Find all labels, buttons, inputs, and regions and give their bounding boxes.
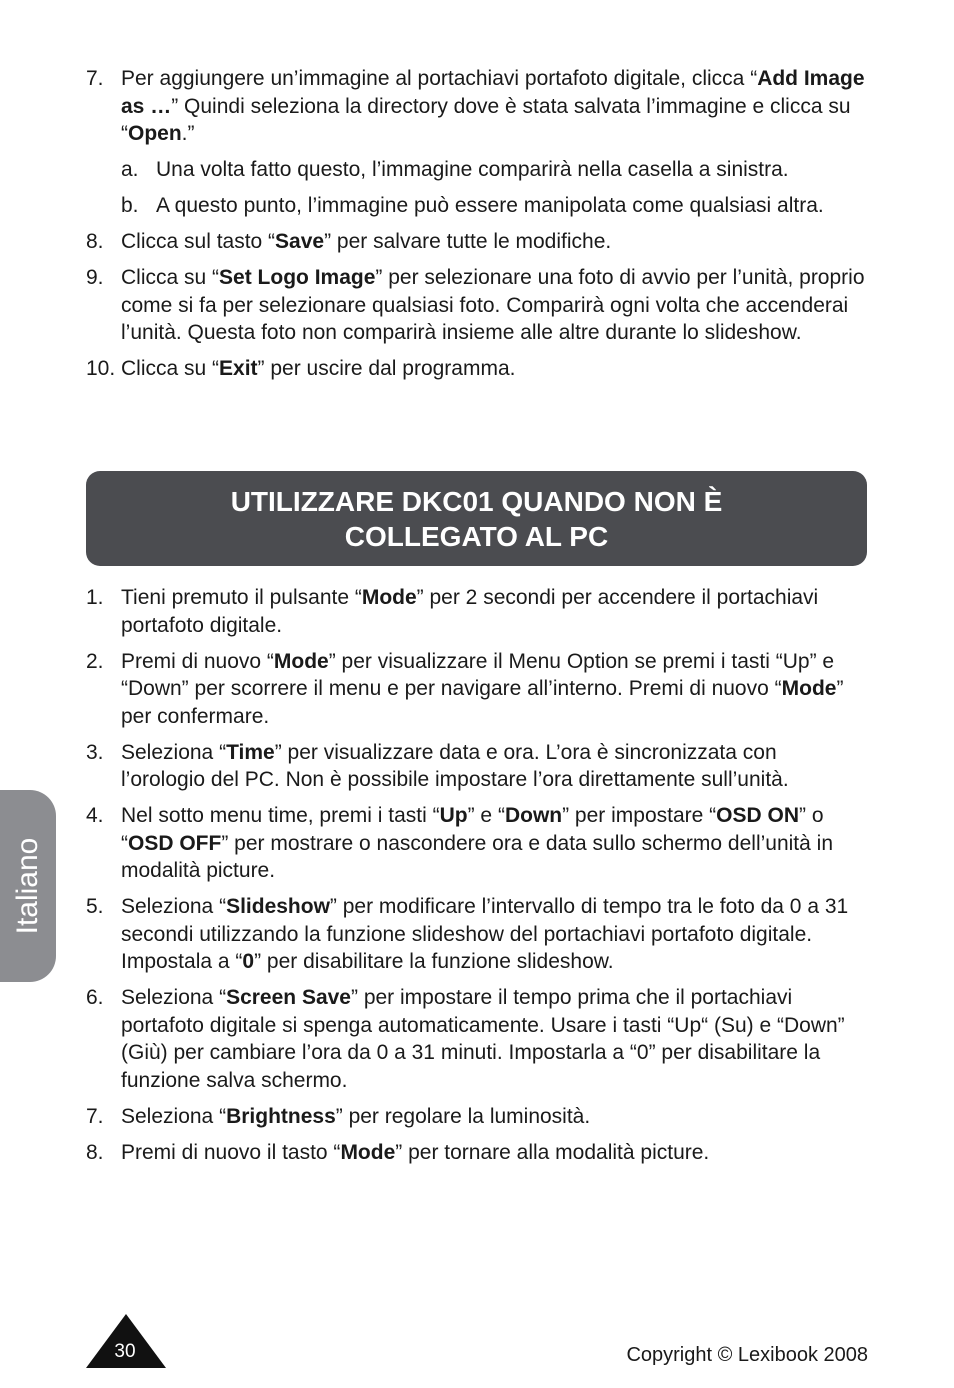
text-segment: Nel sotto menu time, premi i tasti “ (121, 804, 440, 827)
bold-keyword: Save (275, 230, 325, 253)
text-segment: ” Quindi seleziona la directory dove è stata salvata l’immagine e clicca su “ (121, 94, 851, 145)
text-segment: ” per impostare “ (562, 804, 717, 827)
list-item (86, 893, 866, 976)
list-item-number: 1. (86, 586, 104, 609)
bold-keyword: Mode (361, 586, 417, 609)
bold-keyword: Mode (340, 1140, 396, 1164)
bold-keyword: Down (504, 804, 563, 827)
list-item (86, 1103, 866, 1131)
bold-keyword: Exit (219, 357, 258, 380)
text-segment: Premi di nuovo “ (121, 649, 274, 673)
list-item-number: 2. (86, 649, 104, 673)
language-tab-label: Italiano (11, 837, 44, 935)
instruction-list-software (86, 65, 866, 391)
text-segment: Premi di nuovo il tasto “ (121, 1140, 341, 1164)
list-item-number: 9. (86, 266, 104, 289)
list-item-number: 8. (86, 1140, 104, 1164)
bold-keyword: Up (439, 804, 468, 827)
text-segment: ” per impostare il tempo prima che il portachiavi portafoto digitale si spenga automaticamente. Usare i tasti “Up“ (Su) e “Down” (Giù) per cambiare l’ora da 0 a 31 minuti. Impostarla a “0” per disabilitare la funzione salva schermo. (121, 986, 845, 1092)
bold-keyword: OSD ON (716, 804, 799, 827)
text-segment: ” per regolare la luminosità. (335, 1104, 591, 1128)
text-segment: ” per 2 secondi per accendere il portachiavi portafoto digitale. (121, 586, 819, 637)
text-segment: Seleziona “ (121, 986, 227, 1009)
list-item-text (121, 986, 845, 1092)
list-item-text (121, 357, 515, 380)
list-item-number: 7. (86, 1104, 104, 1128)
page-number: 30 (114, 1341, 136, 1362)
list-item-number: 10. (86, 357, 116, 380)
list-item-number: 3. (86, 740, 104, 764)
bold-keyword: OSD OFF (128, 831, 222, 855)
sub-list-item-letter: b. (121, 194, 139, 217)
sub-list-item (121, 192, 866, 220)
text-segment: ” per disabilitare la funzione slideshow. (254, 950, 614, 973)
list-item-number: 5. (86, 895, 104, 918)
section-title: UTILIZZARE DKC01 QUANDO NON È COLLEGATO AL PC (230, 485, 723, 552)
list-item (86, 648, 866, 731)
bold-keyword: Brightness (226, 1104, 336, 1128)
list-item-text (121, 650, 843, 728)
text-segment: ” per mostrare o nascondere ora e data sullo schermo dell’unità in modalità picture. (121, 831, 833, 882)
sub-list-item-text (156, 194, 824, 217)
text-segment: Seleziona “ (121, 895, 227, 918)
copyright-notice: Copyright © Lexibook 2008 (626, 1344, 868, 1366)
list-item (86, 1139, 866, 1167)
bold-keyword: Screen Save (226, 986, 351, 1009)
list-item-text (121, 586, 818, 637)
text-segment: ” per visualizzare data e ora. L’ora è sincronizzata con l’orologio del PC. Non è possibile impostare l’ora direttamente sull’unità. (121, 740, 789, 791)
list-item-text (121, 804, 833, 882)
text-segment: Clicca sul tasto “ (121, 230, 276, 253)
bold-keyword: Add Image as … (121, 67, 865, 118)
list-item (86, 228, 866, 256)
list-item-number: 4. (86, 804, 104, 827)
list-item (86, 584, 866, 639)
bold-keyword: Mode (273, 649, 329, 673)
list-item-text (121, 741, 789, 792)
text-segment: .” (181, 122, 195, 145)
instruction-list-standalone (86, 584, 866, 1175)
bold-keyword: 0 (242, 950, 255, 973)
bold-keyword: Mode (781, 677, 837, 700)
list-item (86, 65, 866, 220)
list-item-text (121, 1141, 709, 1164)
list-item-text (121, 67, 865, 145)
list-item-number: 6. (86, 986, 104, 1009)
list-item-text (121, 266, 865, 344)
bold-keyword: Time (226, 740, 275, 764)
text-segment: ” per selezionare una foto di avvio per l’unità, proprio come si fa per selezionare qualsiasi foto. Comparirà ogni volta che accenderai l’unità. Questa foto non comparirà insieme alle altre durante lo slideshow. (121, 266, 865, 344)
text-segment: Seleziona “ (121, 740, 227, 764)
sub-list (121, 156, 866, 220)
text-segment: Una volta fatto questo, l’immagine comparirà nella casella a sinistra. (156, 158, 789, 181)
text-segment: Per aggiungere un’immagine al portachiavi portafoto digitale, clicca “ (121, 67, 758, 90)
list-item (86, 355, 866, 383)
sub-list-item-letter: a. (121, 158, 139, 181)
list-item (86, 802, 866, 885)
list-item-text (121, 895, 848, 973)
text-segment: ” per uscire dal programma. (257, 357, 516, 380)
text-segment: ” per salvare tutte le modifiche. (324, 230, 612, 253)
list-item (86, 739, 866, 794)
bold-keyword: Slideshow (226, 895, 330, 918)
list-item (86, 264, 866, 347)
sub-list-item (121, 156, 866, 184)
text-segment: ” per confermare. (121, 677, 844, 728)
text-segment: Clicca su “ (121, 266, 220, 289)
text-segment: ” per modificare l’intervallo di tempo tra le foto da 0 a 31 secondi utilizzando la funzione slideshow del portachiavi portafoto digitale. Impostala a “ (121, 895, 849, 973)
sub-list-item-text (156, 158, 789, 181)
list-item-text (121, 230, 611, 253)
text-segment: ” per visualizzare il Menu Option se premi i tasti “Up” e “Down” per scorrere il menu e per navigare all’interno. Premi di nuovo “ (121, 649, 835, 700)
text-segment: A questo punto, l’immagine può essere manipolata come qualsiasi altra. (156, 194, 824, 217)
bold-keyword: Open (128, 122, 182, 145)
text-segment: Clicca su “ (121, 357, 220, 380)
list-item-text (121, 1105, 590, 1128)
text-segment: ” o “ (121, 804, 824, 855)
text-segment: Seleziona “ (121, 1104, 227, 1128)
section-banner (86, 471, 867, 566)
bold-keyword: Set Logo Image (219, 266, 376, 289)
text-segment: ” e “ (467, 804, 505, 827)
text-segment: ” per tornare alla modalità picture. (395, 1140, 710, 1164)
list-item (86, 984, 866, 1094)
text-segment: Tieni premuto il pulsante “ (121, 586, 362, 609)
list-item-number: 8. (86, 230, 104, 253)
language-tab (0, 790, 56, 982)
list-item-number: 7. (86, 67, 104, 90)
